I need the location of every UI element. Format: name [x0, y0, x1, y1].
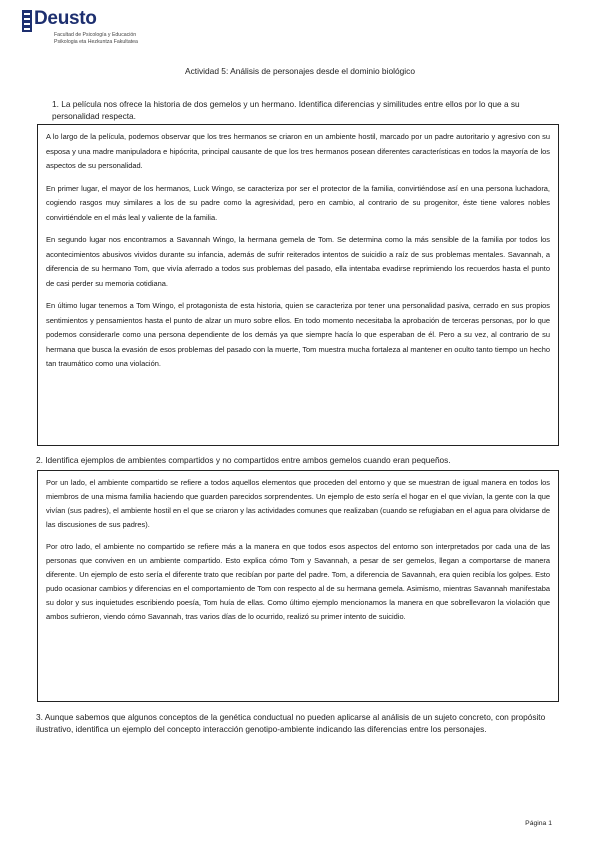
logo-subtitle-2: Psikologia eta Hezkuntza Fakultatea: [54, 39, 138, 45]
answer-2-box: [37, 470, 559, 702]
answer-2-paragraph: Por otro lado, el ambiente no compartido se refiere más a la manera en que todos esos aspectos del entorno son interpretados por cada una de las personas que conviven en un ambiente compartido. Esto explica cómo Tom y Savannah, a pesar de ser gemelos, llegan a comportarse de manera diferente. Un ejemplo de esto sería el diferente trato que recibían por parte del padre. Tom, a diferencia de Savannah, era quien recibía los golpes. Esto pudo ocasionar cambios y diferencias en el comportamiento de Tom con respecto al de su hermana gemela. Asimismo, mientras Savannah manifestaba su dolor y sus inquietudes escribiendo poesía, Tom huía de ellas. Como último ejemplo mencionamos la manera en que sobrellevaron la violación que ambos sufrieron, viendo cómo Savannah, tras varios días de lo ocurrido, realizó su primer intento de suicidio.: [46, 542, 550, 621]
question-1: 1. La película nos ofrece la historia de dos gemelos y un hermano. Identifica diferencias y similitudes entre ellos por lo que a su personalidad respecta.: [52, 99, 520, 121]
document-title: Actividad 5: Análisis de personajes desde el dominio biológico: [185, 66, 415, 76]
university-logo: [22, 8, 142, 48]
logo-name: Deusto: [34, 8, 97, 29]
logo-subtitle-1: Facultad de Psicología y Educación: [54, 32, 137, 38]
answer-1-paragraph: En primer lugar, el mayor de los hermanos, Luck Wingo, se caracteriza por ser el protector de la familia, convirtiéndose así en una persona luchadora, cogiendo rasgos muy similares a los de su padre como la agresividad, pero en cambio, al contrario de su progenitor, éste tiene valores nobles convirtiéndole en el más leal y valiente de la familia.: [46, 183, 550, 222]
page-number: Página 1: [525, 820, 552, 827]
answer-1-paragraph: En último lugar tenemos a Tom Wingo, el protagonista de esta historia, quien se caracteriza por tener una personalidad pasiva, cerrado en sus propios sentimientos y pensamientos hasta el punto de alzar un muro sobre ellos. En todo momento necesitaba la aprobación de terceras personas, por lo que podemos considerarle como una persona dependiente de los demás ya que siempre hacía lo que esperaban de él. Pero a su vez, al contrario de su hermana que busca la evasión de esos problemas del pasado con la muerte, Tom muestra mucha fortaleza al mantener en oculto tanto tiempo un hecho tan traumático como una violación.: [46, 301, 550, 368]
answer-1-paragraph: A lo largo de la película, podemos observar que los tres hermanos se criaron en un ambiente hostil, marcado por un padre autoritario y agresivo con su esposa y una madre manipuladora e hipócrita, principal causante de que los tres hermanos posean diferentes características en todos la mayoría de los aspectos de su personalidad.: [46, 132, 550, 170]
question-3: 3. Aunque sabemos que algunos conceptos de la genética conductual no pueden aplicarse al análisis de un sujeto concreto, con propósito ilustrativo, identifica un ejemplo del concepto interacción genotipo-ambiente indicando las diferencias entre los personajes.: [36, 712, 546, 734]
answer-2-paragraph: Por un lado, el ambiente compartido se refiere a todos aquellos elementos que proceden del entorno y que se muestran de igual manera en todos los miembros de una misma familia haciendo que guarden parecidos sorprendentes. Un ejemplo de esto sería el hogar en el que vivían, la gente con la que vivían (sus padres), el ambiente hostil en el que se criaron y las actividades comunes que realizaban (cuando se refugiaban en el agua para olvidarse de las discusiones de sus padres).: [46, 478, 550, 529]
shield-logo-icon: [22, 10, 32, 32]
answer-1-box: [37, 124, 559, 446]
answer-1-paragraph: En segundo lugar nos encontramos a Savannah Wingo, la hermana gemela de Tom. Se determina como la más sensible de la familia por todos los acontecimientos abusivos vividos durante su infancia, además de sufrir reiterados intentos de suicidio a raíz de sus problemas mentales. Savannah, a diferencia de su hermano Tom, que vivía aferrado a todos sus problemas del pasado, ella intentaba evadirse reprimiendo los recuerdos hasta el punto de casi perder su memoria cotidiana.: [46, 235, 550, 288]
question-2: 2. Identifica ejemplos de ambientes compartidos y no compartidos entre ambos gemelos cuando eran pequeños.: [36, 455, 451, 465]
